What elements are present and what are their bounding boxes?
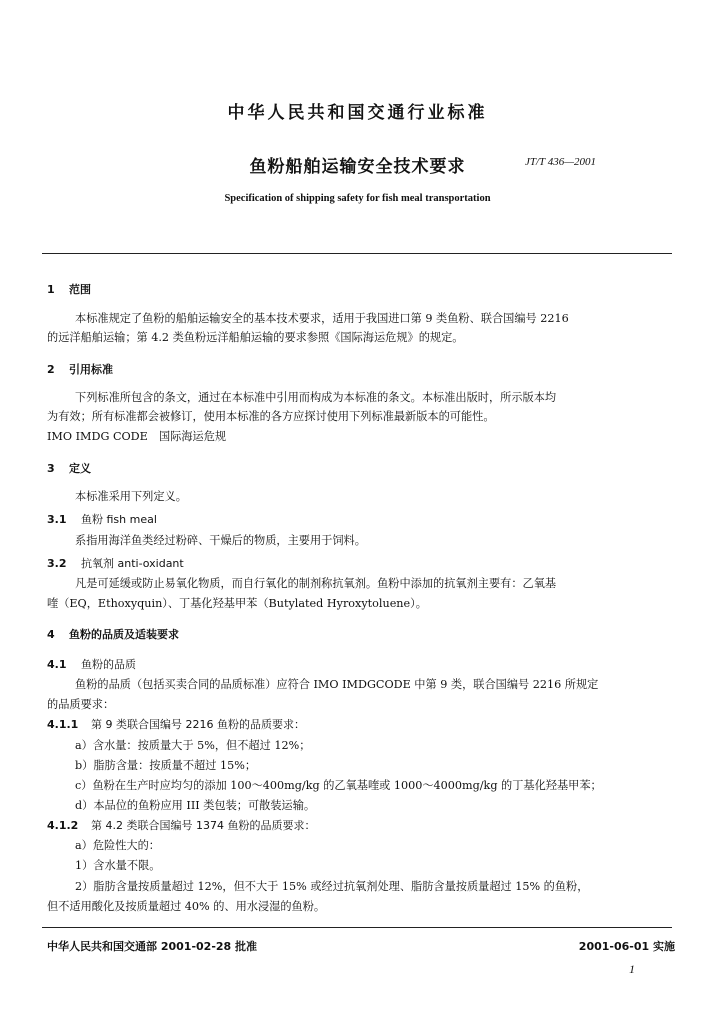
clause-number: 4.1.1 (47, 718, 79, 731)
approval-statement: 中华人民共和国交通部 2001-02-28 批准 (47, 940, 258, 953)
clause-title: 鱼粉的品质 (81, 658, 136, 671)
definition-3-1-heading (47, 512, 647, 527)
clause-title: 第 4.2 类联合国编号 1374 鱼粉的品质要求： (91, 819, 316, 832)
issuing-organization: 中华人民共和国交通行业标准 (227, 103, 488, 123)
list-item: 2）脂肪含量按质量超过 12%，但不大于 15% 或经过抗氧剂处理、脂肪含量按质量超过 15% 的鱼粉， (75, 880, 589, 893)
paragraph-line: 本标准采用下列定义。 (75, 490, 187, 503)
list-item: 1）含水量不限。 (75, 859, 161, 872)
section-title: 范围 (69, 283, 91, 296)
definition-3-2-heading (47, 556, 647, 571)
paragraph-line: 本标准规定了鱼粉的船舶运输安全的基本技术要求，适用于我国进口第 9 类鱼粉、联合国编号 2216 (75, 312, 569, 325)
referenced-standard: IMO IMDG CODE 国际海运危规 (47, 430, 227, 443)
english-title: Specification of shipping safety for fish meal transportation (224, 193, 491, 204)
section-title: 鱼粉的品质及适装要求 (69, 628, 179, 641)
footer-divider (42, 927, 672, 928)
paragraph-line: 的远洋船舶运输；第 4.2 类鱼粉远洋船舶运输的要求参照《国际海运危规》的规定。 (47, 331, 464, 344)
clause-4-1-heading (47, 657, 647, 672)
section-4-heading (47, 627, 647, 642)
paragraph-line: 喹（EQ，Ethoxyquin）、丁基化羟基甲苯（Butylated Hyroxytoluene）。 (47, 597, 427, 610)
section-number: 4 (47, 628, 55, 641)
paragraph-line: 系指用海洋鱼类经过粉碎、干燥后的物质，主要用于饲料。 (75, 534, 366, 547)
list-item: a）含水量：按质量大于 5%，但不超过 12%； (75, 739, 311, 752)
definition-term: 抗氧剂 anti-oxidant (81, 557, 184, 570)
clause-4-1-1-heading (47, 717, 647, 732)
list-item: b）脂肪含量：按质量不超过 15%； (75, 759, 257, 772)
paragraph-line: 下列标准所包含的条文，通过在本标准中引用而构成为本标准的条文。本标准出版时，所示版本均 (75, 391, 557, 404)
section-number: 1 (47, 283, 55, 296)
clause-number: 4.1.2 (47, 819, 79, 832)
paragraph-line: 但不适用酸化及按质量超过 40% 的、用水浸湿的鱼粉。 (47, 900, 326, 913)
page-number: 1 (629, 962, 635, 976)
standard-title: 鱼粉船舶运输安全技术要求 (249, 157, 466, 177)
section-title: 引用标准 (69, 363, 113, 376)
list-item: c）鱼粉在生产时应均匀的添加 100～400mg/kg 的乙氧基喹或 1000～4000mg/kg 的丁基化羟基甲苯； (75, 779, 602, 792)
standard-code: JT/T 436—2001 (525, 156, 597, 168)
section-number: 3 (47, 462, 55, 475)
section-number: 2 (47, 363, 55, 376)
definition-term: 鱼粉 fish meal (81, 513, 157, 526)
list-item: a）危险性大的： (75, 839, 160, 852)
clause-title: 第 9 类联合国编号 2216 鱼粉的品质要求： (91, 718, 305, 731)
paragraph-line: 凡是可延缓或防止易氧化物质，而自行氧化的制剂称抗氧剂。鱼粉中添加的抗氧剂主要有：乙氧基 (75, 577, 557, 590)
header-divider (42, 253, 672, 254)
effective-date: 2001-06-01 实施 (578, 940, 675, 953)
section-2-heading (47, 362, 647, 377)
clause-number: 3.2 (47, 557, 67, 570)
section-1-heading (47, 282, 647, 297)
section-3-heading (47, 461, 647, 476)
clause-4-1-2-heading (47, 818, 647, 833)
paragraph-line: 的品质要求： (47, 698, 115, 711)
clause-number: 4.1 (47, 658, 67, 671)
paragraph-line: 鱼粉的品质（包括买卖合同的品质标准）应符合 IMO IMDGCODE 中第 9 类，联合国编号 2216 所规定 (75, 678, 599, 691)
list-item: d）本品位的鱼粉应用 III 类包装；可散装运输。 (75, 799, 316, 812)
section-title: 定义 (69, 462, 91, 475)
clause-number: 3.1 (47, 513, 67, 526)
paragraph-line: 为有效；所有标准都会被修订，使用本标准的各方应探讨使用下列标准最新版本的可能性。 (47, 410, 495, 423)
